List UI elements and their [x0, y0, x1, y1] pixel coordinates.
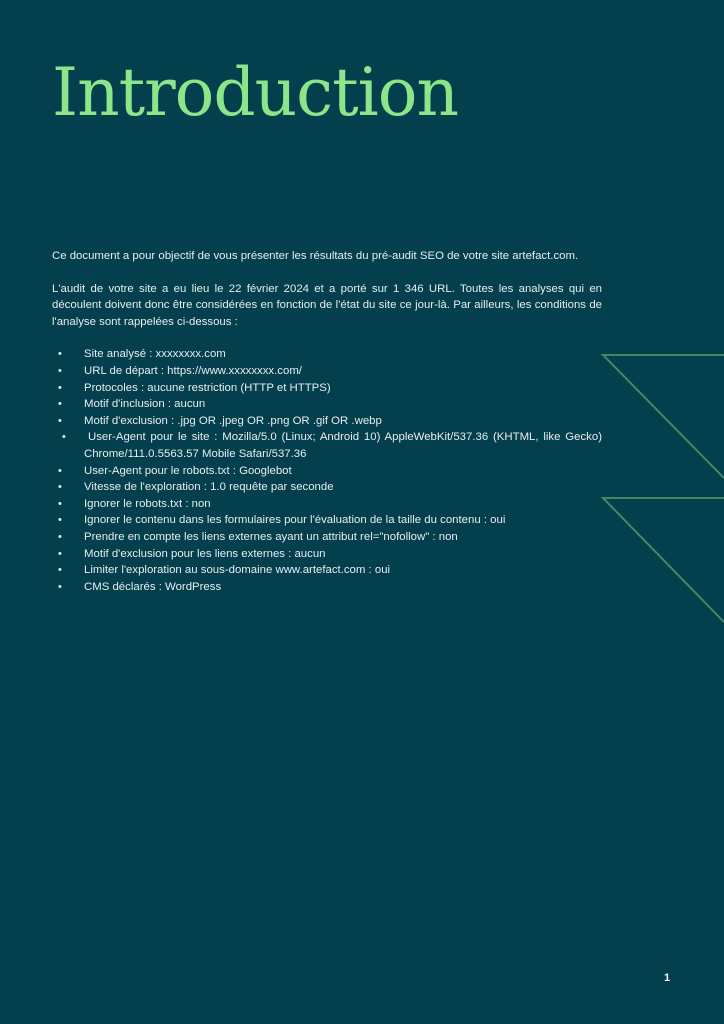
- list-item: • CMS déclarés : WordPress: [52, 579, 602, 596]
- list-item: • User-Agent pour le robots.txt : Googlebot: [52, 463, 602, 480]
- list-item: • User-Agent pour le site : Mozilla/5.0 (Linux; Android 10) AppleWebKit/537.36 (KHTML, like Gecko) Chrome/111.0.5563.57 Mobile Safari/537.36: [52, 429, 602, 462]
- intro-paragraph: Ce document a pour objectif de vous présenter les résultats du pré-audit SEO de votre site artefact.com.: [52, 250, 579, 262]
- list-item: • Protocoles : aucune restriction (HTTP et HTTPS): [52, 380, 602, 397]
- list-item: • Motif d'inclusion : aucun: [52, 396, 602, 413]
- list-item: • Vitesse de l'exploration : 1.0 requête par seconde: [52, 479, 602, 496]
- list-item: • Ignorer le robots.txt : non: [52, 496, 602, 513]
- page-title: Introduction: [52, 54, 458, 131]
- page-number: 1: [664, 972, 671, 984]
- list-item: • Prendre en compte les liens externes ayant un attribut rel="nofollow" : non: [52, 529, 602, 546]
- lower-triangle-outline: [603, 498, 724, 622]
- list-item: • URL de départ : https://www.xxxxxxxx.com/: [52, 363, 602, 380]
- audit-paragraph: L'audit de votre site a eu lieu le 22 février 2024 et a porté sur 1 346 URL. Toutes les analyses qui en découlent doivent donc être considérées en fonction de l'état du site ce jour-là. Par ailleurs, les conditions de l'analyse sont rappelées ci-dessous :: [52, 282, 602, 328]
- list-item: • Motif d'exclusion : .jpg OR .jpeg OR .png OR .gif OR .webp: [52, 413, 602, 430]
- upper-triangle-outline: [603, 355, 724, 478]
- list-item: • Limiter l'exploration au sous-domaine www.artefact.com : oui: [52, 562, 602, 579]
- list-item: • Site analysé : xxxxxxxx.com: [52, 346, 602, 363]
- list-item: • Ignorer le contenu dans les formulaires pour l'évaluation de la taille du contenu : oui: [52, 512, 602, 529]
- list-item: • Motif d'exclusion pour les liens externes : aucun: [52, 546, 602, 563]
